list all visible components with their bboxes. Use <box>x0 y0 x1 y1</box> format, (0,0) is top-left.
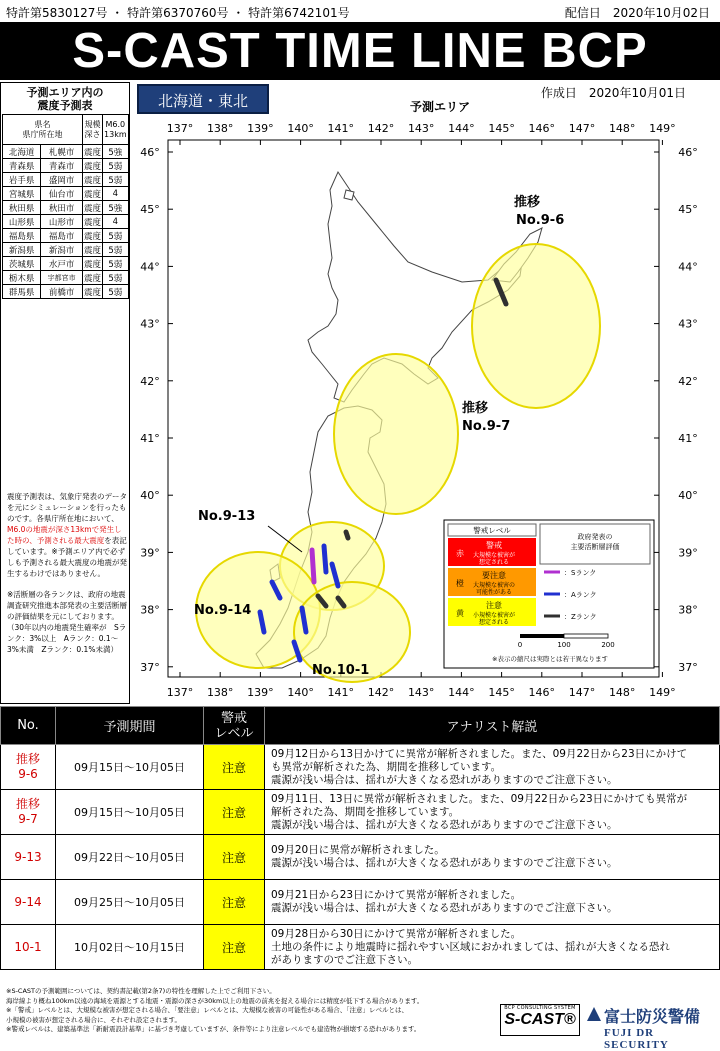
intensity-value: 5弱 <box>103 159 129 173</box>
footnote-line: 海岸線より概ね100km以遠の海域を震源とする地震・震源の深さが30km以上の地震の前兆を捉える場合には精度が低下する場合があります。 <box>6 996 424 1005</box>
intensity-label: 震度 <box>83 285 103 299</box>
header-period: 予測期間 <box>56 707 204 745</box>
lat-tick-right: 39° <box>678 546 698 560</box>
analysis-row <box>1 790 720 835</box>
row-period: 10月02日～10月15日 <box>56 925 204 970</box>
lat-tick-right: 40° <box>678 489 698 503</box>
intensity-value: 5強 <box>103 145 129 159</box>
row-id-1: 10-1 <box>14 939 42 954</box>
lat-tick-left: 38° <box>140 603 160 617</box>
intensity-pref: 群馬県 <box>3 285 41 299</box>
intensity-pref: 福島県 <box>3 229 41 243</box>
row-id <box>1 835 56 880</box>
header-scale-values <box>103 115 129 145</box>
legend-level-header: 警戒レベル <box>473 526 511 535</box>
lon-tick-bottom: 146° <box>528 686 556 699</box>
lat-tick-right: 46° <box>678 146 698 159</box>
scast-logo-sub: BCP CONSULTING SYSTEM <box>504 1005 576 1011</box>
intensity-pref: 栃木県 <box>3 271 41 285</box>
legend-red-desc-1: 大規模な被害が <box>472 552 516 559</box>
intensity-value: 5弱 <box>103 257 129 271</box>
zone-9-14-label: No.9-14 <box>194 603 252 618</box>
scale-0: 0 <box>517 641 523 649</box>
lat-tick-left: 43° <box>140 317 160 331</box>
intensity-pref: 秋田県 <box>3 201 41 215</box>
header-magnitude: M6.0 <box>105 119 126 129</box>
row-level: 注意 <box>204 790 265 835</box>
intensity-pref: 茨城県 <box>3 257 41 271</box>
row-id-2: 9-6 <box>18 767 38 781</box>
lon-tick-bottom: 147° <box>568 686 596 699</box>
z-rank-fault <box>346 532 348 538</box>
legend-orange-desc-1: 大規模な被害の <box>472 582 516 589</box>
lon-tick-top: 138° <box>206 122 234 135</box>
lon-tick-bottom: 142° <box>367 686 395 699</box>
header-scale-labels <box>83 115 103 145</box>
analysis-row <box>1 925 720 970</box>
intensity-row <box>3 145 129 159</box>
analysis-row <box>1 745 720 790</box>
forecast-map <box>132 112 720 706</box>
region-label: 北海道・東北 <box>137 84 269 114</box>
row-comment <box>265 790 720 835</box>
intensity-row <box>3 187 129 201</box>
intensity-label: 震度 <box>83 173 103 187</box>
intensity-label: 震度 <box>83 201 103 215</box>
analysis-row <box>1 880 720 925</box>
delivery-date: 配信日 2020年10月02日 <box>564 6 710 20</box>
lat-tick-left: 46° <box>140 146 160 159</box>
row-level: 注意 <box>204 835 265 880</box>
header-depth: 13km <box>104 129 127 139</box>
lon-tick-bottom: 144° <box>448 686 475 699</box>
lat-tick-right: 44° <box>678 260 698 274</box>
intensity-city: 福島市 <box>41 229 83 243</box>
legend-z-rank: ：Zランク <box>564 613 597 621</box>
lat-tick-right: 37° <box>678 660 698 674</box>
row-comment <box>265 835 720 880</box>
legend-orange-char: 橙 <box>456 579 464 588</box>
zone-9-6 <box>472 244 600 408</box>
intensity-value: 5弱 <box>103 271 129 285</box>
intensity-row <box>3 285 129 299</box>
footnote-line: 小規模の被害が想定される場合に、それぞれ設定されます。 <box>6 1015 181 1024</box>
lon-tick-bottom: 138° <box>206 686 234 699</box>
legend-scale-note: ※表示の縮尺は実際とは若干異なります <box>492 655 608 663</box>
header-city: 県庁所在地 <box>22 129 63 139</box>
lon-tick-bottom: 145° <box>488 686 515 699</box>
legend-eval-header-2: 主要活断層評価 <box>570 543 620 551</box>
legend-yellow-char: 黄 <box>456 609 464 618</box>
lon-tick-top: 144° <box>448 122 475 135</box>
row-period: 09月25日～10月05日 <box>56 880 204 925</box>
map-legend <box>444 520 654 668</box>
comment-line: 震源が浅い場合は、揺れが大きくなる恐れがありますのでご注意下さい。 <box>271 818 618 831</box>
footnote-line: ※警戒レベルは、建築基準法「新耐震設計基準」に基づき考慮していますが、条件等により注意レベルでも建造物が損壊する恐れがあります。 <box>6 1025 421 1033</box>
lon-tick-top: 137° <box>166 122 194 135</box>
title-line-1: 予測エリア内の <box>26 86 104 99</box>
intensity-city: 青森市 <box>41 159 83 173</box>
zone-10-1-label: No.10-1 <box>312 663 370 678</box>
intensity-label: 震度 <box>83 187 103 201</box>
comment-line: 震源が浅い場合は、揺れが大きくなる恐れがありますのでご注意下さい。 <box>271 773 618 786</box>
title-line-2: 震度予測表 <box>37 99 93 112</box>
lon-tick-bottom: 139° <box>247 686 274 699</box>
lon-tick-bottom: 140° <box>287 686 314 699</box>
analysis-header <box>1 707 720 745</box>
intensity-city: 水戸市 <box>41 257 83 271</box>
legend-orange-desc-2: 可能性がある <box>475 589 513 596</box>
header-comment: アナリスト解説 <box>265 707 720 745</box>
intensity-row <box>3 159 129 173</box>
header-location <box>3 115 83 145</box>
analysis-table <box>0 706 720 970</box>
s-rank-fault <box>312 550 314 582</box>
lat-tick-left: 37° <box>140 660 160 674</box>
lat-tick-left: 41° <box>140 432 160 445</box>
row-id <box>1 880 56 925</box>
fuji-mark-icon <box>586 1006 602 1022</box>
lat-tick-right: 38° <box>678 603 698 617</box>
lon-tick-bottom: 141° <box>327 686 355 699</box>
footnotes <box>6 987 502 1035</box>
header-pref: 県名 <box>34 119 51 129</box>
intensity-notes <box>7 491 127 655</box>
zone-9-6-label-b: No.9-6 <box>516 213 565 228</box>
intensity-table-title <box>1 83 129 112</box>
intensity-value: 5弱 <box>103 285 129 299</box>
note-text-b: を表記しています。※予測エリア内で必ずしも予測される最大震度の地震が発生するわけではありません。 <box>7 536 127 578</box>
intensity-label: 震度 <box>83 159 103 173</box>
intensity-value: 5強 <box>103 201 129 215</box>
intensity-pref: 宮城県 <box>3 187 41 201</box>
patent-numbers: 特許第5830127号 ・ 特許第6370760号 ・ 特許第6742101号 <box>6 6 350 20</box>
legend-eval-header-1: 政府発表の <box>577 533 613 541</box>
header-level-2: レベル <box>214 725 254 741</box>
comment-line: 震源が浅い場合は、揺れが大きくなる恐れがありますのでご注意下さい。 <box>271 902 618 914</box>
row-comment <box>265 925 720 970</box>
row-id-1: 推移 <box>15 797 40 811</box>
fault-rank-note: ※活断層の各ランクは、政府の地震調査研究推進本部発表の主要活断層の評価結果を元にしております。（30年以内の地震発生確率が Sランク：3%以上 Aランク：0.1～3%未満 Zランク：0.1%未満） <box>7 590 127 654</box>
header-no: No. <box>1 707 56 745</box>
fuji-logo <box>586 1004 716 1051</box>
footnote-line: ※S-CASTの予測範囲については、契約書記載(第2条7)の特性を理解した上でご利用下さい。 <box>6 987 276 995</box>
row-period: 09月15日～10月05日 <box>56 745 204 790</box>
row-id <box>1 790 56 835</box>
zone-9-7-label-b: No.9-7 <box>462 419 511 434</box>
row-id-1: 推移 <box>15 752 40 766</box>
intensity-pref: 岩手県 <box>3 173 41 187</box>
lat-tick-right: 45° <box>678 203 698 217</box>
comment-line: 09月20日に異常が解析されました。 <box>271 844 445 856</box>
lon-tick-top: 147° <box>568 122 596 135</box>
intensity-value: 5弱 <box>103 173 129 187</box>
row-id <box>1 745 56 790</box>
row-id-1: 9-13 <box>14 849 42 864</box>
rishiri-island <box>344 190 354 200</box>
intensity-value: 4 <box>103 187 129 201</box>
scast-logo <box>500 1004 580 1036</box>
legend-red-title: 警戒 <box>486 541 502 550</box>
footnote-line: ※「警戒」レベルとは、大規模な被害が想定される場合、「要注意」レベルとは、大規模な被害の可能性がある場合、「注意」レベルとは、 <box>6 1006 408 1014</box>
lat-tick-left: 42° <box>140 374 160 388</box>
intensity-row <box>3 229 129 243</box>
zone-9-6-label-a: 推移 <box>514 195 541 210</box>
intensity-pref: 青森県 <box>3 159 41 173</box>
intensity-pref: 新潟県 <box>3 243 41 257</box>
intensity-city: 盛岡市 <box>41 173 83 187</box>
lat-tick-left: 39° <box>140 546 160 560</box>
comment-line: 解析された為、期間を推移しています。 <box>271 805 460 818</box>
intensity-row <box>3 173 129 187</box>
legend-yellow-desc-2: 想定される <box>478 619 510 626</box>
fuji-logo-jp: 富士防災警備 <box>604 1007 701 1026</box>
comment-line: 09月11日、13日に異常が解析されました。また、09月22日から23日にかけても異常が <box>271 792 688 805</box>
intensity-row <box>3 243 129 257</box>
lon-tick-top: 148° <box>608 122 636 135</box>
intensity-label: 震度 <box>83 257 103 271</box>
scale-100: 100 <box>557 641 571 649</box>
lat-tick-left: 40° <box>140 489 160 503</box>
row-id-1: 9-14 <box>14 894 42 909</box>
comment-line: 09月12日から13日かけてに異常が解析されました。また、09月22日から23日にかけて <box>271 747 688 760</box>
lon-tick-top: 139° <box>247 122 274 135</box>
intensity-value: 5弱 <box>103 229 129 243</box>
lon-tick-bottom: 143° <box>407 686 435 699</box>
intensity-city: 新潟市 <box>41 243 83 257</box>
created-date: 作成日 2020年10月01日 <box>540 86 686 100</box>
intensity-table-header <box>3 115 129 145</box>
lat-tick-right: 42° <box>678 374 698 388</box>
intensity-label: 震度 <box>83 243 103 257</box>
legend-yellow-desc-1: 小規模な被害が <box>472 612 516 619</box>
a-rank-fault <box>324 546 326 572</box>
comment-line: 09月21日から23日にかけて異常が解析されました。 <box>271 889 522 901</box>
lon-tick-bottom: 137° <box>166 686 194 699</box>
lon-tick-top: 142° <box>367 122 395 135</box>
analysis-row <box>1 835 720 880</box>
lon-tick-top: 143° <box>407 122 435 135</box>
intensity-pref: 山形県 <box>3 215 41 229</box>
row-comment <box>265 880 720 925</box>
row-level: 注意 <box>204 745 265 790</box>
comment-line: 09月28日から30日にかけて異常が解析されました。 <box>271 927 522 940</box>
intensity-city: 前橋市 <box>41 285 83 299</box>
lon-tick-top: 140° <box>287 122 314 135</box>
intensity-table <box>2 114 129 299</box>
scast-logo-main: S-CAST® <box>504 1011 576 1028</box>
lon-tick-bottom: 148° <box>608 686 636 699</box>
intensity-row <box>3 257 129 271</box>
intensity-city: 札幌市 <box>41 145 83 159</box>
legend-a-rank: ：Aランク <box>564 591 597 599</box>
zone-9-7 <box>334 354 458 514</box>
lon-tick-top: 141° <box>327 122 355 135</box>
header-level <box>204 707 265 745</box>
lat-tick-left: 44° <box>140 260 160 274</box>
intensity-city: 仙台市 <box>41 187 83 201</box>
intensity-pref: 北海道 <box>3 145 41 159</box>
row-period: 09月22日～10月05日 <box>56 835 204 880</box>
comment-line: 震源が浅い場合は、揺れが大きくなる恐れがありますのでご注意下さい。 <box>271 857 618 869</box>
row-comment <box>265 745 720 790</box>
row-level: 注意 <box>204 925 265 970</box>
lat-tick-right: 43° <box>678 317 698 331</box>
legend-s-rank: ：Sランク <box>564 569 597 577</box>
comment-line: 土地の条件により地震時に揺れやすい区域におかれましては、揺れが大きくなる恐れ <box>271 940 670 953</box>
intensity-label: 震度 <box>83 271 103 285</box>
legend-red-char: 赤 <box>456 549 464 558</box>
intensity-city: 秋田市 <box>41 201 83 215</box>
header-level-1: 警戒 <box>220 710 247 726</box>
lon-tick-top: 145° <box>488 122 515 135</box>
row-id <box>1 925 56 970</box>
lat-tick-right: 41° <box>678 432 698 445</box>
comment-line: も異常が解析された為、期間を推移しています。 <box>271 760 502 773</box>
intensity-row <box>3 215 129 229</box>
legend-orange-title: 要注意 <box>482 571 506 580</box>
row-id-2: 9-7 <box>18 812 38 826</box>
page-title-banner: S-CAST TIME LINE BCP <box>0 22 720 80</box>
intensity-city: 山形市 <box>41 215 83 229</box>
intensity-row <box>3 271 129 285</box>
note-text-a: 震度予測表は、気象庁発表のデータを元にシミュレーションを行ったものです。各県庁所在地において、 <box>7 492 127 523</box>
lon-tick-bottom: 149° <box>649 686 676 699</box>
row-level: 注意 <box>204 880 265 925</box>
header-depth-label: 深さ <box>84 129 101 139</box>
zone-9-7-label-a: 推移 <box>462 401 489 416</box>
legend-yellow-title: 注意 <box>486 601 502 610</box>
intensity-row <box>3 201 129 215</box>
intensity-forecast-panel <box>0 82 130 704</box>
lon-tick-top: 149° <box>649 122 676 135</box>
intensity-label: 震度 <box>83 215 103 229</box>
intensity-value: 4 <box>103 215 129 229</box>
zone-9-13-label: No.9-13 <box>198 509 256 524</box>
intensity-label: 震度 <box>83 229 103 243</box>
intensity-value: 5弱 <box>103 243 129 257</box>
scale-200: 200 <box>601 641 615 649</box>
note-text-red: M6.0の地震が深さ13kmで発生した時の、予測される最大震度 <box>7 525 122 545</box>
comment-line: がありますのでご注意下さい。 <box>271 953 418 966</box>
legend-red-desc-2: 想定される <box>478 559 510 566</box>
header-scale-label: 規模 <box>84 119 101 129</box>
lat-tick-left: 45° <box>140 203 160 217</box>
map-title: 予測エリア <box>410 100 471 114</box>
intensity-label: 震度 <box>83 145 103 159</box>
intensity-city: 宇都宮市 <box>41 271 83 285</box>
fuji-logo-en: FUJI DR SECURITY <box>604 1027 669 1051</box>
lon-tick-top: 146° <box>528 122 556 135</box>
row-period: 09月15日～10月05日 <box>56 790 204 835</box>
